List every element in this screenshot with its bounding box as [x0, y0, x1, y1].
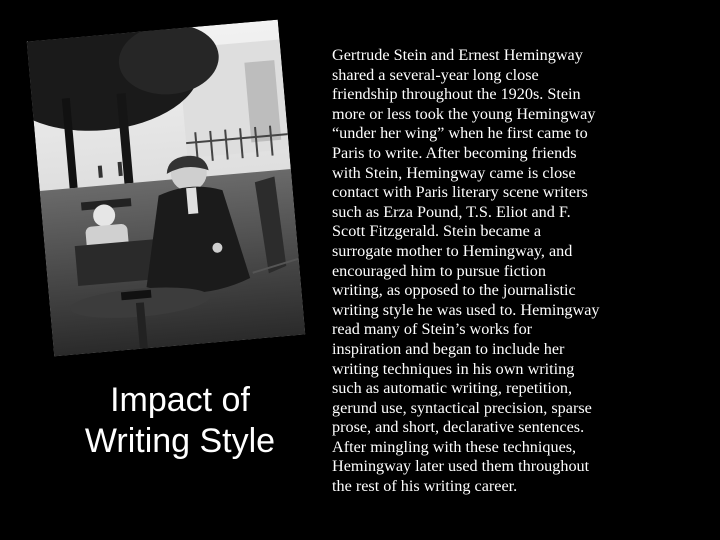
- body-line: writing style he was used to. Hemingway: [332, 300, 600, 319]
- photograph-image: [27, 20, 306, 357]
- body-line: Scott Fitzgerald. Stein became a: [332, 222, 542, 241]
- body-line: more or less took the young Hemingway: [332, 104, 596, 123]
- body-line: writing techniques in his own writing: [332, 359, 575, 378]
- slide-title-line-1: Impact of: [110, 381, 250, 419]
- body-line: friendship throughout the 1920s. Stein: [332, 85, 581, 104]
- photograph: [27, 20, 306, 357]
- body-line: encouraged him to pursue fiction: [332, 261, 546, 280]
- body-line: writing, as opposed to the journalistic: [332, 281, 576, 300]
- body-line: “under her wing” when he first came to: [332, 124, 588, 143]
- body-line: prose, and short, declarative sentences.: [332, 418, 585, 437]
- body-line: the rest of his writing career.: [332, 477, 518, 496]
- body-paragraph: [332, 46, 696, 497]
- body-line: inspiration and began to include her: [332, 339, 565, 358]
- slide-title: [40, 380, 320, 462]
- body-line: gerund use, syntactical precision, sparse: [332, 398, 592, 417]
- body-line: Hemingway later used them throughout: [332, 457, 590, 476]
- body-line: surrogate mother to Hemingway, and: [332, 241, 573, 260]
- body-line: such as Erza Pound, T.S. Eliot and F.: [332, 202, 571, 221]
- body-line: Gertrude Stein and Ernest Hemingway: [332, 46, 583, 64]
- body-line: shared a several-year long close: [332, 65, 539, 84]
- body-line: Paris to write. After becoming friends: [332, 143, 577, 162]
- body-line: contact with Paris literary scene writers: [332, 183, 588, 202]
- slide-title-line-2: Writing Style: [84, 422, 276, 460]
- body-line: such as automatic writing, repetition,: [332, 379, 573, 398]
- body-line: After mingling with these techniques,: [332, 437, 577, 456]
- body-line: with Stein, Hemingway came is close: [332, 163, 576, 182]
- body-line: read many of Stein’s works for: [332, 320, 533, 339]
